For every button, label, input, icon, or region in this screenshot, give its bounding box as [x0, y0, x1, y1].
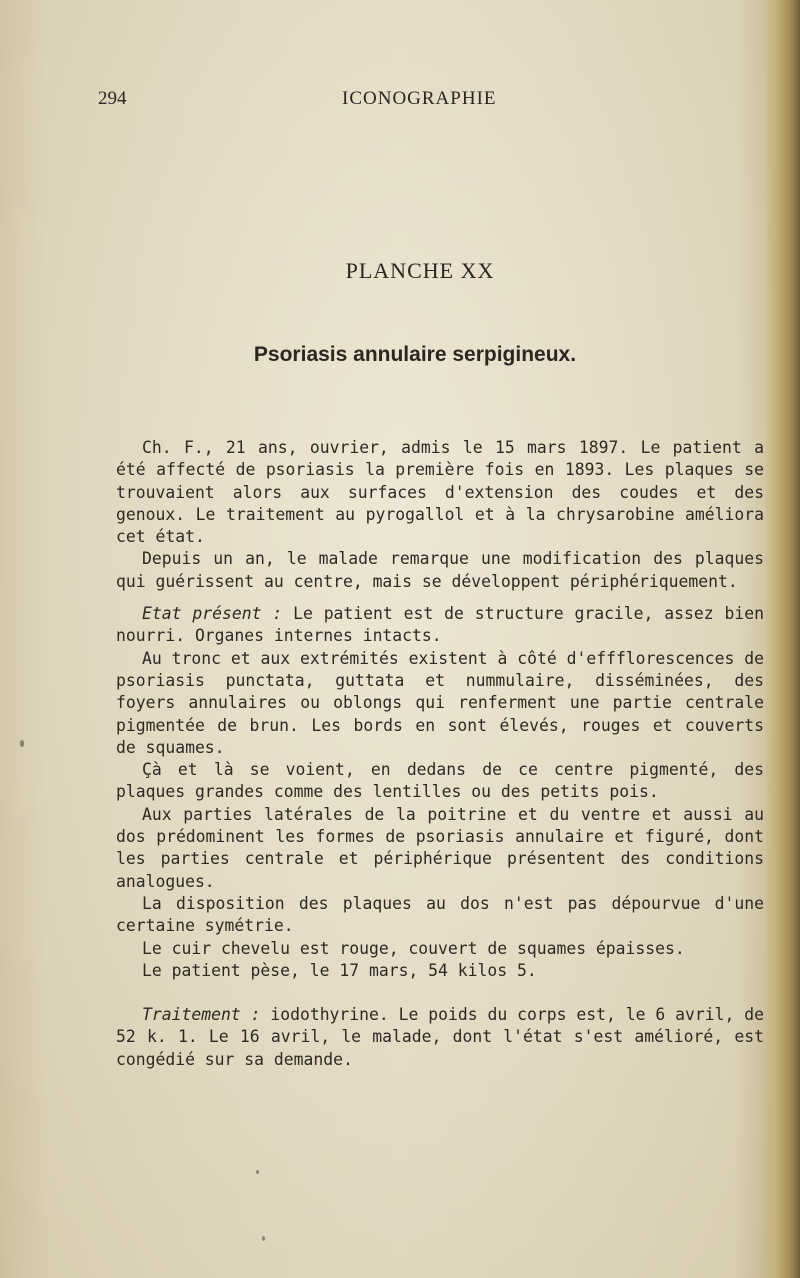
paragraph-text: Le patient pèse, le 17 mars, 54 kilos 5. — [142, 960, 537, 980]
paper-speck — [20, 740, 24, 747]
section-lead: Traitement : — [142, 1005, 261, 1025]
paragraph-text: Le cuir chevelu est rouge, couvert de squames épaisses. — [142, 938, 685, 958]
paragraph-text: Au tronc et aux extrémités existent à côté d'effflorescences de psoriasis punctata, guttata et nummulaire, disséminées, des foyers annulaires ou oblongs qui renferment une partie centrale pigmentée de brun. Les bords en sont élevés, rouges et couverts de squames. — [116, 648, 764, 757]
page-edge-shadow — [764, 0, 800, 1278]
paragraph-text: Çà et là se voient, en dedans de ce centre pigmenté, des plaques grandes comme des lentilles ou des petits pois. — [116, 760, 764, 802]
paragraph — [116, 1004, 764, 1071]
paragraph-text: Ch. F., 21 ans, ouvrier, admis le 15 mars 1897. Le patient a été affecté de psoriasis la première fois en 1893. Les plaques se trouvaient alors aux surfaces d'extension des coudes et des genoux. Le traitement au pyrogallol et à la chrysarobine améliora cet état. — [116, 438, 764, 547]
paragraph-text: La disposition des plaques au dos n'est pas dépourvue d'une certaine symétrie. — [116, 893, 764, 936]
paragraph-text: iodothyrine. Le poids du corps est, le 6 avril, de 52 k. 1. Le 16 avril, le malade, dont l'état s'est amélioré, est congédié sur sa demande. — [116, 1005, 764, 1069]
plate-label: PLANCHE XX — [345, 258, 495, 283]
paragraph — [116, 960, 764, 982]
paragraph — [116, 804, 764, 893]
article-title: Psoriasis annulaire serpigineux. — [253, 343, 577, 366]
paragraph — [116, 603, 764, 648]
paper-speck — [262, 1236, 265, 1241]
paragraph-text: Depuis un an, le malade remarque une modification des plaques qui guérissent au centre, mais se développent périphériquement. — [116, 549, 764, 591]
paragraph-text: Aux parties latérales de la poitrine et du ventre et aussi au dos prédominent les formes de psoriasis annulaire et figuré, dont les parties centrale et périphérique présentent des conditions analogues. — [116, 804, 764, 891]
paper-speck — [256, 1170, 259, 1174]
paragraph — [116, 759, 764, 804]
article-body — [116, 437, 764, 1071]
paragraph — [116, 548, 764, 593]
section-lead: Etat présent : — [142, 604, 283, 624]
paragraph-text: Le patient est de structure gracile, assez bien nourri. Organes internes intacts. — [116, 604, 764, 646]
paragraph — [116, 648, 764, 759]
page-number: 294 — [98, 88, 127, 109]
paragraph — [116, 437, 764, 548]
running-head — [98, 88, 708, 114]
paragraph — [116, 893, 764, 938]
running-title: ICONOGRAPHIE — [342, 88, 497, 109]
paragraph — [116, 938, 764, 960]
